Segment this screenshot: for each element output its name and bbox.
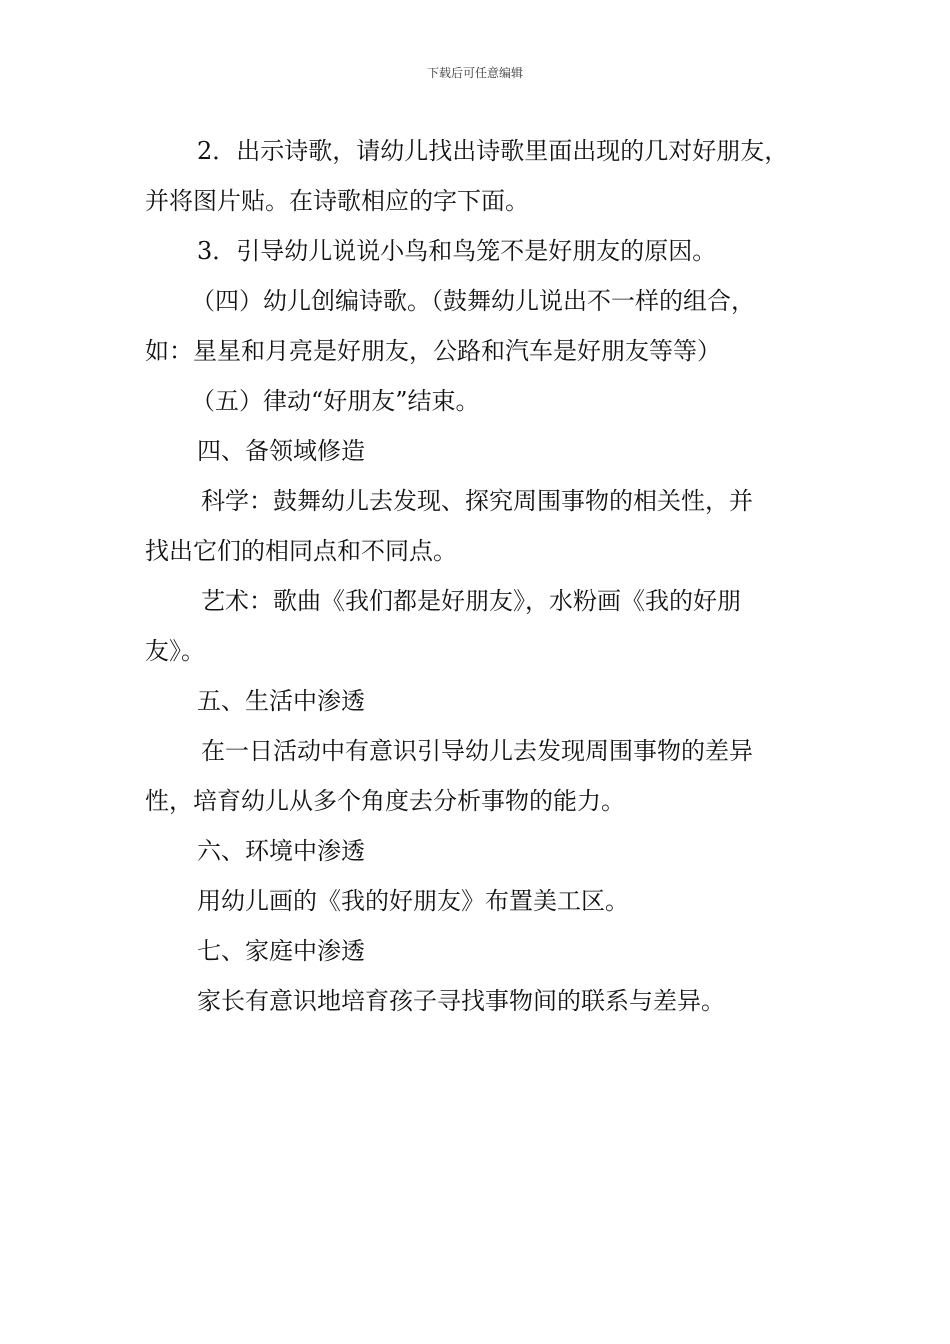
paragraph-line: 用幼儿画的《我的好朋友》布置美工区。	[197, 887, 629, 915]
paragraph-line: 友》。	[145, 637, 205, 665]
section-heading: 四、备领域修造	[197, 437, 365, 465]
section-heading: 五、生活中渗透	[197, 687, 365, 715]
paragraph-line: 如：星星和月亮是好朋友，公路和汽车是好朋友等等）	[145, 337, 721, 365]
paragraph-line: 科学：鼓舞幼儿去发现、探究周围事物的相关性，并	[201, 487, 753, 515]
paragraph-line: 在一日活动中有意识引导幼儿去发现周围事物的差异	[201, 737, 753, 765]
section-heading: 七、家庭中渗透	[197, 937, 365, 965]
section-heading: 六、环境中渗透	[197, 837, 365, 865]
paragraph-line: 3．引导幼儿说说小鸟和鸟笼不是好朋友的原因。	[197, 237, 717, 265]
paragraph-line: 艺术：歌曲《我们都是好朋友》，水粉画《我的好朋	[201, 587, 741, 615]
document-body	[145, 126, 835, 1026]
paragraph-line: 2．出示诗歌，请幼儿找出诗歌里面出现的几对好朋友，	[197, 137, 789, 165]
paragraph-line: 家长有意识地培育孩子寻找事物间的联系与差异。	[197, 987, 725, 1015]
paragraph-line: 并将图片贴。在诗歌相应的字下面。	[145, 187, 529, 215]
page-header: 下载后可任意编辑	[426, 66, 523, 80]
paragraph-line: （四）幼儿创编诗歌。（鼓舞幼儿说出不一样的组合，	[191, 287, 755, 315]
paragraph-line: 找出它们的相同点和不同点。	[145, 537, 457, 565]
paragraph-line: 性，培育幼儿从多个角度去分析事物的能力。	[145, 787, 625, 815]
paragraph-line: （五）律动“好朋友”结束。	[191, 387, 480, 415]
